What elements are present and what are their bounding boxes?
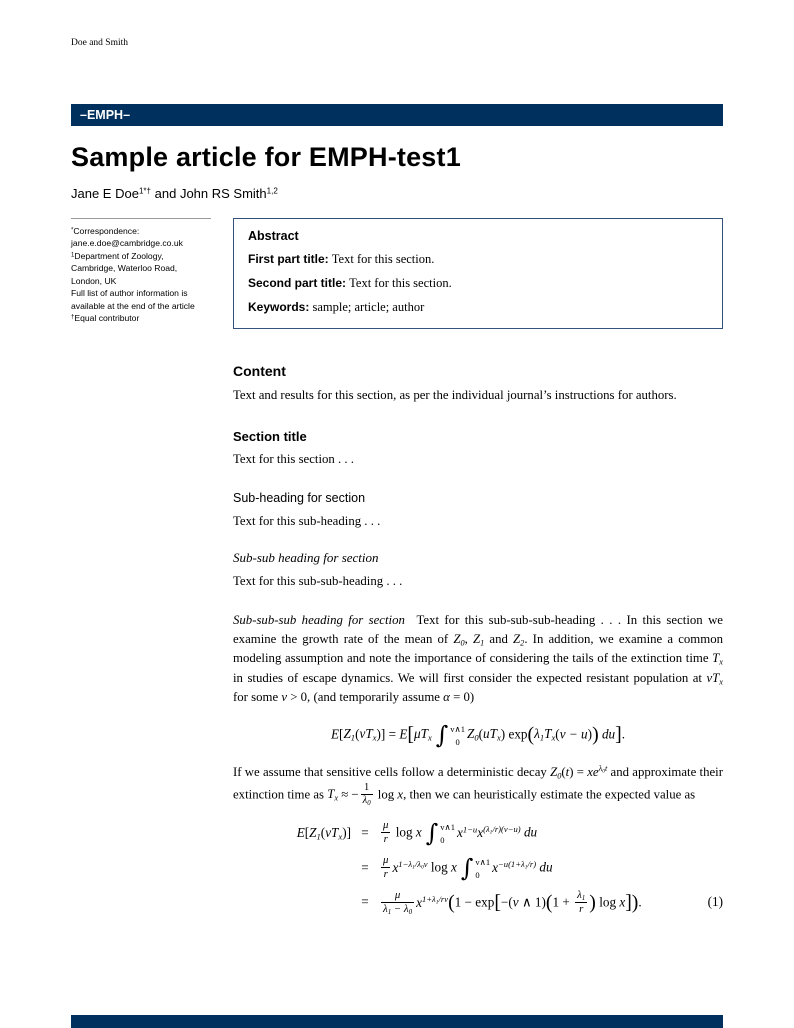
journal-banner [71, 104, 723, 126]
equation-row-2 [233, 854, 723, 881]
abstract-box [233, 218, 723, 329]
correspondence-note [71, 218, 211, 329]
abstract-second-part-text: Text for this section. [349, 276, 452, 290]
front-matter [71, 218, 723, 329]
equation-row-3 [233, 889, 723, 915]
author-info-note-2: available at the end of the article [71, 300, 195, 311]
display-equation-2 [233, 819, 723, 915]
section-heading: Section title [233, 428, 307, 444]
content-heading: Content [233, 363, 286, 379]
equal-contributor-note: †Equal contributor [71, 313, 140, 324]
running-head: Doe and Smith [71, 38, 128, 48]
subsubsection-heading: Sub-sub heading for section [233, 550, 379, 566]
abstract-row-keywords [248, 300, 708, 315]
equation-rel: = [361, 859, 369, 875]
equation-row-1 [233, 819, 723, 846]
abstract-first-part-text: Text for this section. [331, 252, 435, 266]
equation-rhs: $\frac{\mu}{\lambda_1 - \lambda_0}$ $x^{1+\lambda_1/rv}(1 - \exp[-(v$ ∧ 1)(1 + $\frac{\lambda_1}{r}$ ) log x]). [383, 889, 642, 916]
affiliation-line-1: $^1$Department of Zoology, [71, 250, 164, 261]
correspondence-label: *Correspondence: [71, 226, 140, 236]
subsection-heading: Sub-heading for section [233, 490, 366, 505]
affiliation-line-2: Cambridge, Waterloo Road, [71, 263, 178, 274]
estimate-paragraph: If we assume that sensitive cells follow a deterministic decay $Z_0(t) = xe^{\lambda_0t}$ and approximate their extinction time as $T_x$ ≈ − $\frac{1}{\lambda_0}$ log x, then we can heuristically estimate the expected value as [233, 764, 723, 808]
equation-rhs: $\frac{\mu}{r}$ $x^{1-\lambda_1/\lambda_0v}$ log x ∫ v∧1 0 $x^{-u(1+\lambda_1/r)}$ du [383, 854, 553, 883]
banner-label: –EMPH– [80, 108, 131, 122]
equation-number: (1) [707, 894, 723, 910]
abstract-keywords-label: Keywords: [248, 300, 310, 314]
subsubsection-paragraph: Text for this sub-sub-heading . . . [233, 574, 403, 589]
equation-rel: = [361, 824, 369, 840]
affiliation-line-3: London, UK [71, 275, 117, 286]
abstract-row-first-part [248, 252, 708, 267]
abstract-row-second-part [248, 276, 708, 291]
authors-line: Jane E Doe$^{1*\dagger}$ and John RS Smith$^{1,2}$ [71, 186, 278, 201]
article-body [233, 361, 723, 915]
subsubsub-paragraph: Sub-sub-sub heading for section Text for this sub-sub-sub-heading . . . In this section we examine the growth rate of the mean of $Z_0$, $Z_1$ and $Z_2$. In addition, we examine a common modeling assumption and note the importance of considering the tails of the extinction time $T_x$ in studies of escape dynamics. We will first consider the expected resistant population at $vT_x$ for some v > 0, (and temporarily assume α = 0) [233, 612, 723, 705]
abstract-second-part-label: Second part title: [248, 276, 347, 290]
author-info-note-1: Full list of author information is [71, 288, 188, 299]
article-title: Sample article for EMPH-test1 [71, 142, 461, 172]
content-paragraph: Text and results for this section, as per the individual journal’s instructions for authors. [233, 388, 677, 403]
equation-rel: = [361, 894, 369, 910]
equation-lhs: $E[Z_1(vT_x)]$ [296, 824, 351, 842]
display-equation-1: $E[Z_1(vT_x)] = E[\mu T_x$ ∫ v∧1 0 $Z_0(uT_x) \exp(\lambda_1T_x(v - u))$ du]. [330, 720, 626, 749]
footer-bar [71, 1015, 723, 1028]
subsection-paragraph: Text for this sub-heading . . . [233, 513, 381, 528]
correspondence-email[interactable]: jane.e.doe@cambridge.co.uk [71, 238, 183, 249]
abstract-keywords-text: sample; article; author [312, 300, 425, 314]
abstract-heading: Abstract [248, 229, 299, 243]
equation-rhs: $\frac{\mu}{r}$ log x ∫ v∧1 0 $x^{1-u}x^{(\lambda_1/r)(v-u)}$ du [383, 819, 538, 848]
abstract-first-part-label: First part title: [248, 252, 329, 266]
section-paragraph: Text for this section . . . [233, 452, 355, 467]
